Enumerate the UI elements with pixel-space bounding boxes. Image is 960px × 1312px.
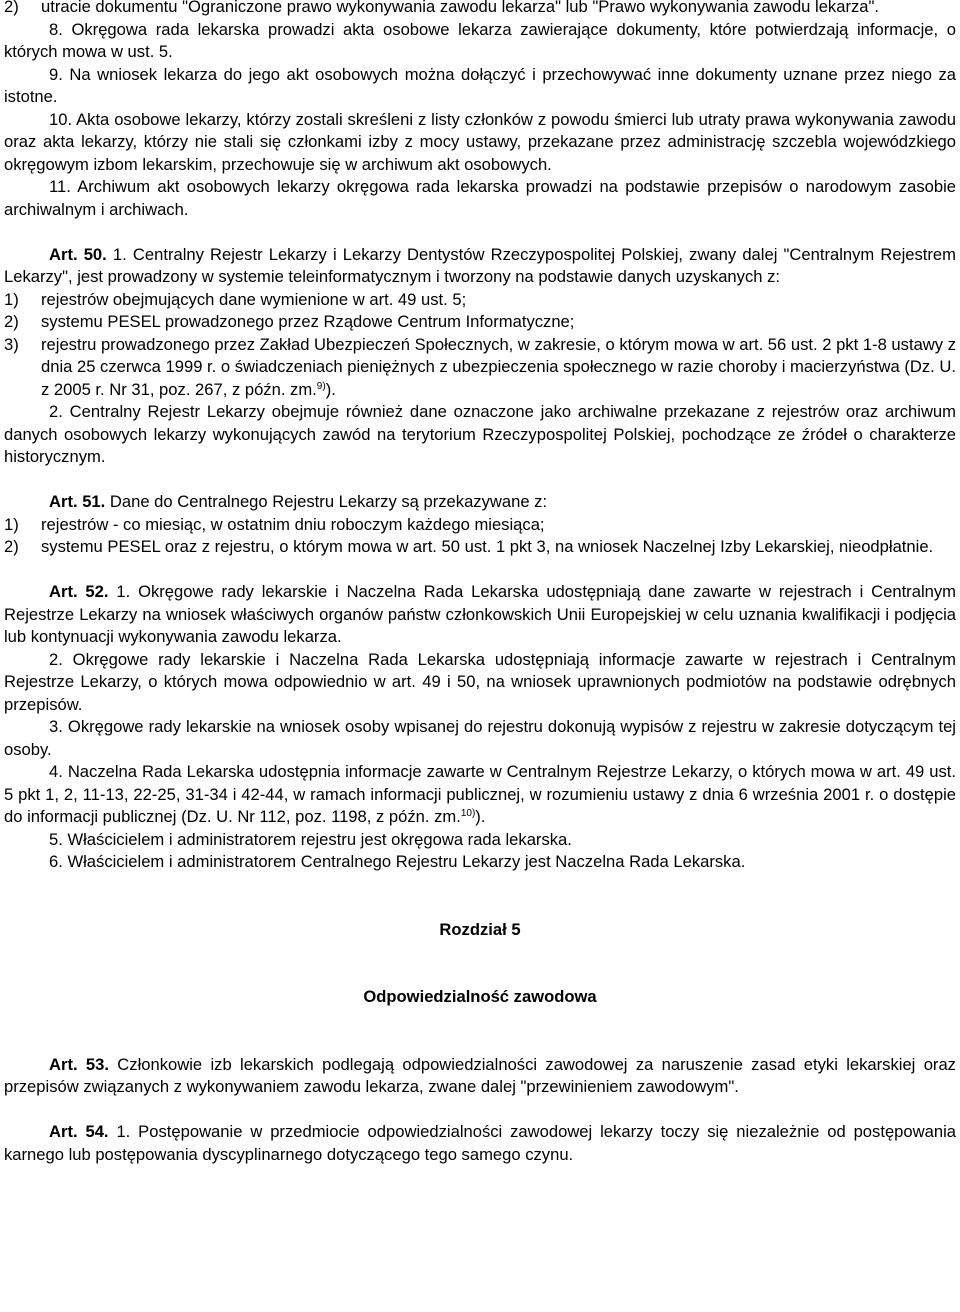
list-item [4, 0, 956, 19]
list-item: 2) systemu PESEL prowadzonego przez Rządowe Centrum Informatyczne; [4, 312, 575, 331]
list-item: 2) systemu PESEL oraz z rejestru, o którym mowa w art. 50 ust. 1 pkt 3, na wniosek Naczelnej Izby Lekarskiej, nieodpłatnie. [4, 537, 934, 556]
paragraph-11: 11. Archiwum akt osobowych lekarzy okręgowa rada lekarska prowadzi na podstawie przepisów o narodowym zasobie archiwalnym i archiwach. [4, 177, 956, 219]
art52-paragraph-4: 4. Naczelna Rada Lekarska udostępnia informacje zawarte w Centralnym Rejestrze Lekarzy, o których mowa w art. 49 ust. 5 pkt 1, 2, 11-13, 22-25, 31-34 i 42-44, w ramach informacji publicznej, w rozumieniu ustawy z dnia 6 września 2001 r. o dostępie do informacji publicznej (Dz. U. Nr 112, poz. 1198, z późn. zm.$^{10)}$). [4, 762, 956, 826]
art53-paragraph: Art. 53. Członkowie izb lekarskich podlegają odpowiedzialności zawodowej za naruszenie zasad etyki lekarskiej oraz przepisów związanych z wykonywaniem zawodu lekarza, zwane dalej "przewinieniem zawodowym". [4, 1054, 956, 1096]
art52-paragraph-2: 2. Okręgowe rady lekarskie i Naczelna Rada Lekarska udostępniają informacje zawarte w rejestrach i Centralnym Rejestrze Lekarzy, o których mowa odpowiednio w art. 49 i 50, na wniosek uprawnionych podmiotów na podstawie odrębnych przepisów. [4, 649, 956, 714]
art52-paragraph-6: 6. Właścicielem i administratorem Centralnego Rejestru Lekarzy jest Naczelna Rada Lekarska. [49, 852, 746, 871]
article-heading: Art. 54. [49, 1122, 109, 1141]
article-heading: Art. 51. [49, 492, 106, 511]
article-heading: Art. 52. [49, 582, 109, 601]
art52-paragraph-3: 3. Okręgowe rady lekarskie na wniosek osoby wpisanej do rejestru dokonują wypisów z rejestru w zakresie dotyczącym tej osoby. [4, 717, 956, 759]
chapter-title: Rozdział 5 [439, 919, 521, 939]
paragraph-9: 9. Na wniosek lekarza do jego akt osobowych można dołączyć i przechowywać inne dokumenty uznane przez niego za istotne. [4, 64, 956, 106]
paragraph-8: 8. Okręgowa rada lekarska prowadzi akta osobowe lekarza zawierające dokumenty, które potwierdzają informacje, o których mowa w ust. 5. [4, 19, 956, 61]
list-text: utracie dokumentu "Ograniczone prawo wykonywania zawodu lekarza" lub "Prawo wykonywania zawodu lekarza". [41, 0, 880, 16]
list-number: 2) [4, 0, 19, 16]
art51-paragraph: Art. 51. Dane do Centralnego Rejestru Lekarzy są przekazywane z: [49, 492, 548, 511]
list-item: 1) rejestrów obejmujących dane wymienione w art. 49 ust. 5; [4, 289, 467, 309]
art52-paragraph-5: 5. Właścicielem i administratorem rejestru jest okręgowa rada lekarska. [49, 829, 572, 849]
document-page [4, 0, 956, 1166]
footnote-ref: 9) [316, 380, 326, 392]
art50-paragraph-2: 2. Centralny Rejestr Lekarzy obejmuje również dane oznaczone jako archiwalne przekazane z rejestrów oraz archiwum danych osobowych lekarzy wykonujących zawód na terytorium Rzeczypospolitej Polskiej, pochodzące ze źródeł o charakterze historycznym. [4, 402, 956, 466]
article-heading: Art. 53. [49, 1054, 109, 1074]
footnote-ref: 10) [460, 808, 476, 819]
chapter-subtitle: Odpowiedzialność zawodowa [363, 987, 597, 1006]
article-heading: Art. 50. [49, 244, 107, 264]
paragraph-10: 10. Akta osobowe lekarzy, którzy zostali skreśleni z listy członków z powodu śmierci lub utraty prawa wykonywania zawodu oraz akta lekarzy, którzy nie stali się członkami izby z mocy ustawy, przekazane przez administrację szczebla wojewódzkiego okręgowym izbom lekarskim, przechowuje się w archiwum akt osobowych. [4, 109, 956, 174]
list-item: 1) rejestrów - co miesiąc, w ostatnim dniu roboczym każdego miesiąca; [4, 514, 545, 534]
art52-paragraph-1: Art. 52. 1. Okręgowe rady lekarskie i Naczelna Rada Lekarska udostępniają dane zawarte w rejestrach i Centralnym Rejestrze Lekarzy na wniosek właściwych organów państw członkowskich Unii Europejskiej w celu uznania kwalifikacji i podjęcia lub kontynuacji wykonywania zawodu lekarza. [4, 582, 956, 646]
art50-paragraph-1: Art. 50. 1. Centralny Rejestr Lekarzy i Lekarzy Dentystów Rzeczypospolitej Polskiej, zwany dalej "Centralnym Rejestrem Lekarzy", jest prowadzony w systemie teleinformatycznym i tworzony na podstawie danych uzyskanych z: [4, 244, 956, 286]
list-item: 3) rejestru prowadzonego przez Zakład Ubezpieczeń Społecznych, w zakresie, o którym mowa w art. 56 ust. 2 pkt 1-8 ustawy z dnia 25 czerwca 1999 r. o świadczeniach pieniężnych z ubezpieczenia społecznego w razie choroby i macierzyństwa (Dz. U. z 2005 r. Nr 31, poz. 267, z późn. zm.$^{9)}$). [4, 334, 956, 399]
art54-paragraph-1: Art. 54. 1. Postępowanie w przedmiocie odpowiedzialności zawodowej lekarzy toczy się niezależnie od postępowania karnego lub postępowania dyscyplinarnego dotyczącego tego samego czynu. [4, 1122, 956, 1164]
